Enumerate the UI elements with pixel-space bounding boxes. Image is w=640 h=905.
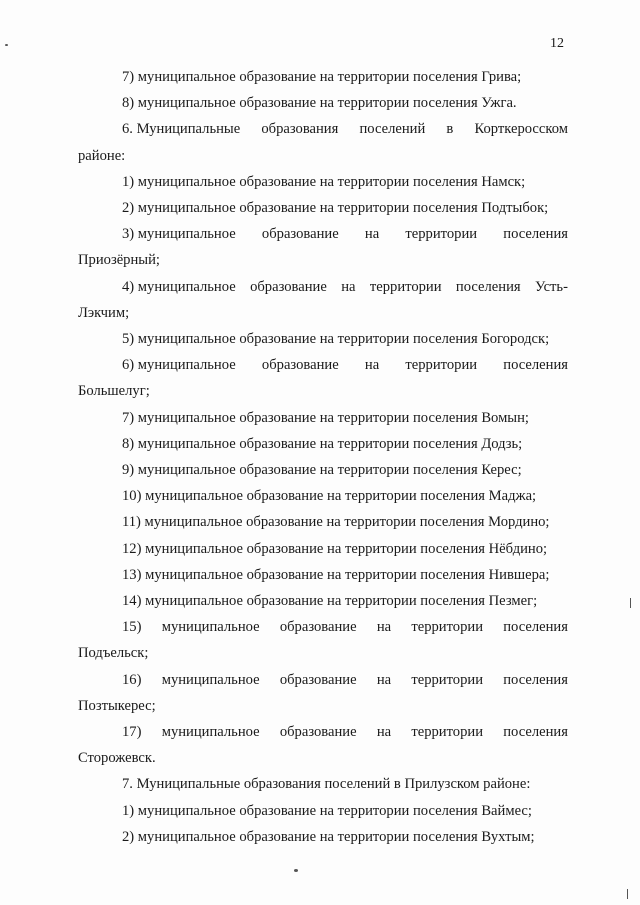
line-word: территории — [411, 724, 484, 741]
text-line: Позтыкерес; — [78, 697, 156, 714]
document-body — [78, 64, 568, 850]
line-word: 17) — [122, 724, 142, 741]
text-line: 14) муниципальное образование на территории поселения Пезмег; — [122, 593, 538, 610]
line-word: 6. Муниципальные — [122, 121, 241, 138]
text-line — [78, 221, 568, 247]
line-word: на — [376, 724, 392, 741]
text-line — [78, 614, 568, 640]
line-word: 3) муниципальное — [122, 226, 236, 243]
text-line: 2) муниципальное образование на территории поселения Вухтым; — [122, 828, 535, 845]
line-word: образование — [250, 278, 327, 295]
text-line: Большелуг; — [78, 383, 150, 400]
text-line: 9) муниципальное образование на территории поселения Керес; — [122, 462, 522, 479]
text-line: Сторожевск. — [78, 750, 156, 767]
line-word: на — [341, 278, 356, 295]
text-line — [78, 274, 568, 300]
line-word: территории — [405, 226, 478, 243]
line-word: образования — [261, 121, 339, 138]
line-word: 4) муниципальное — [122, 278, 236, 295]
line-word: образование — [261, 226, 339, 243]
line-word: на — [376, 671, 392, 688]
line-word: на — [364, 357, 380, 374]
text-line — [78, 116, 568, 142]
line-word: поселения — [503, 357, 568, 374]
text-line: 2) муниципальное образование на территории поселения Подтыбок; — [122, 200, 549, 217]
line-word: 16) — [122, 671, 142, 688]
line-word: в — [446, 121, 454, 138]
text-line — [78, 667, 568, 693]
line-word: муниципальное — [161, 724, 260, 741]
text-line: Приозёрный; — [78, 252, 160, 269]
scan-speck — [5, 44, 8, 46]
text-line: районе: — [78, 147, 126, 164]
line-word: на — [376, 619, 392, 636]
text-line — [78, 352, 568, 378]
text-line: 8) муниципальное образование на территории поселения Додзь; — [122, 435, 523, 452]
text-line: 1) муниципальное образование на территории поселения Ваймес; — [122, 802, 532, 819]
text-line: 8) муниципальное образование на территории поселения Ужга. — [122, 95, 517, 112]
line-word: образование — [279, 724, 357, 741]
text-line: Лэкчим; — [78, 304, 130, 321]
text-line: 13) муниципальное образование на территории поселения Нившера; — [122, 566, 550, 583]
line-word: образование — [279, 671, 357, 688]
line-word: территории — [405, 357, 478, 374]
line-word: территории — [411, 671, 484, 688]
line-word: 15) — [122, 619, 142, 636]
line-word: поселения — [503, 671, 568, 688]
line-word: поселения — [503, 226, 568, 243]
line-word: территории — [411, 619, 484, 636]
text-line: 10) муниципальное образование на территории поселения Маджа; — [122, 488, 537, 505]
line-word: поселения — [503, 619, 568, 636]
text-line: Подъельск; — [78, 645, 149, 662]
page-number: 12 — [550, 36, 564, 51]
scan-speck — [294, 869, 298, 872]
line-word: 6) муниципальное — [122, 357, 236, 374]
scan-speck — [630, 598, 631, 608]
line-word: на — [364, 226, 380, 243]
line-word: поселений — [359, 121, 426, 138]
line-word: муниципальное — [161, 619, 260, 636]
line-word: поселения — [503, 724, 568, 741]
line-word: Усть- — [535, 278, 568, 295]
line-word: Корткеросском — [474, 121, 568, 138]
text-line: 11) муниципальное образование на территории поселения Мордино; — [122, 514, 550, 531]
scan-speck — [627, 889, 628, 899]
line-word: образование — [279, 619, 357, 636]
text-line: 1) муниципальное образование на территории поселения Намск; — [122, 173, 526, 190]
text-line — [78, 719, 568, 745]
line-word: образование — [261, 357, 339, 374]
text-line: 7. Муниципальные образования поселений в Прилузском районе: — [122, 776, 531, 793]
text-line: 7) муниципальное образование на территории поселения Вомын; — [122, 409, 529, 426]
text-line: 5) муниципальное образование на территории поселения Богородск; — [122, 331, 550, 348]
line-word: муниципальное — [161, 671, 260, 688]
text-line: 7) муниципальное образование на территории поселения Грива; — [122, 69, 522, 85]
line-word: поселения — [455, 278, 521, 295]
line-word: территории — [369, 278, 442, 295]
text-line: 12) муниципальное образование на территории поселения Нёбдино; — [122, 540, 548, 557]
